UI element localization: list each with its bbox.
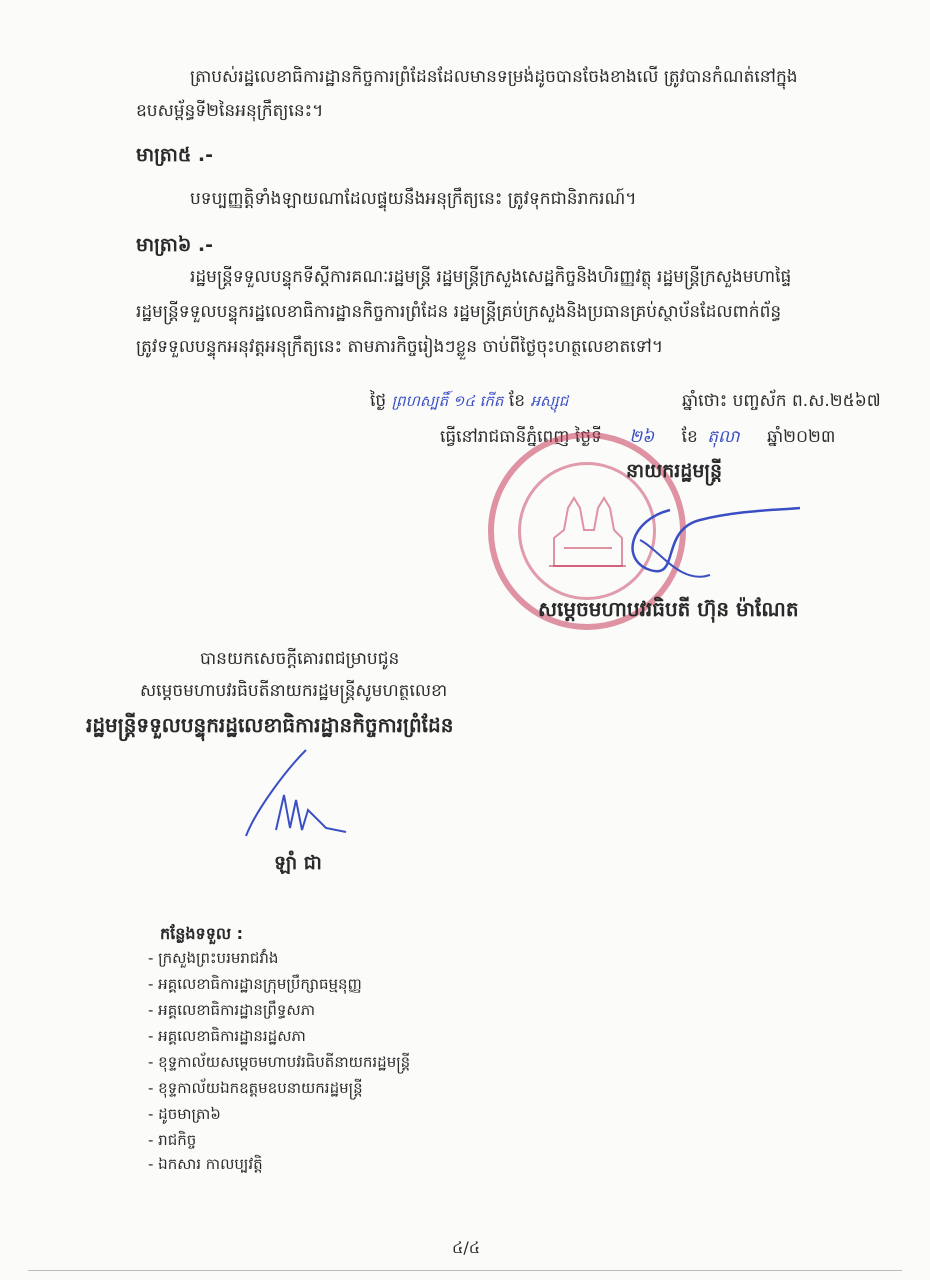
body-line-2: ឧបសម្ព័ន្ធទី២នៃអនុក្រឹត្យនេះ។ xyxy=(136,101,324,121)
signatory-title: នាយករដ្ឋមន្ត្រី xyxy=(626,460,723,482)
submission-line-2: សម្តេចមហាបវរធិបតីនាយករដ្ឋមន្ត្រីសូមហត្ថលេខា xyxy=(140,681,448,701)
recipient-item: - ខុទ្ទកាល័យឯកឧត្តមឧបនាយករដ្ឋមន្ត្រី xyxy=(148,1079,363,1097)
day-handwritten: ២៦ xyxy=(629,427,655,447)
recipient-item: - អគ្គលេខាធិការដ្ឋានព្រឹទ្ធសភា xyxy=(148,1001,315,1019)
lunar-month-label: ខែ xyxy=(508,391,526,411)
recipient-item: - អគ្គលេខាធិការដ្ឋានរដ្ឋសភា xyxy=(148,1027,306,1045)
minister-title: រដ្ឋមន្ត្រីទទួលបន្ទុករដ្ឋលេខាធិការដ្ឋានកិច្ចការព្រំដែន xyxy=(86,713,454,737)
year: ឆ្នាំ២០២៣ xyxy=(766,427,836,447)
recipients-heading: កន្លែងទទួល : xyxy=(160,924,244,943)
minister-name: ឡាំ ជា xyxy=(274,852,322,874)
article-5-heading: មាត្រា៥ .- xyxy=(136,144,214,166)
lunar-day-handwritten: ព្រហស្បតិ៍ ១៤ កើត xyxy=(391,392,504,410)
lunar-year: ឆ្នាំថោះ បញ្ចស័ក ព.ស.២៥៦៧ xyxy=(682,391,881,411)
footer-divider xyxy=(28,1270,902,1271)
article-6-heading: មាត្រា៦ .- xyxy=(136,234,214,256)
place-prefix: ធ្វើនៅរាជធានីភ្នំពេញ ថ្ងៃទី xyxy=(440,427,602,447)
month-label: ខែ xyxy=(681,427,698,447)
lunar-date-line xyxy=(370,386,568,417)
pm-signature-icon xyxy=(600,490,840,600)
article-6-line-3: ត្រូវទទួលបន្ទុកអនុវត្តអនុក្រឹត្យនេះ តាមភារកិច្ចរៀងៗខ្លួន ចាប់ពីថ្ងៃចុះហត្ថលេខាតទៅ។ xyxy=(136,337,664,357)
recipient-item: - ដូចមាត្រា៦ xyxy=(148,1105,221,1123)
recipient-item: - ខុទ្ទកាល័យសម្តេចមហាបវរធិបតីនាយករដ្ឋមន្ត្រី xyxy=(148,1053,411,1071)
recipient-item: - អគ្គលេខាធិការដ្ឋានក្រុមប្រឹក្សាធម្មនុញ្ញ xyxy=(148,975,362,993)
article-5-text: បទប្បញ្ញត្តិទាំងឡាយណាដែលផ្ទុយនឹងអនុក្រឹត្យនេះ ត្រូវទុកជានិរាករណ៍។ xyxy=(190,189,637,209)
recipient-item: - ក្រសួងព្រះបរមរាជវាំង xyxy=(148,949,279,967)
body-line-1: ត្រាបស់រដ្ឋលេខាធិការដ្ឋានកិច្ចការព្រំដែនដែលមានទម្រង់ដូចបានចែងខាងលើ ត្រូវបានកំណត់នៅក្នុង xyxy=(190,67,798,87)
minister-signature-icon xyxy=(236,740,376,850)
lunar-prefix: ថ្ងៃ xyxy=(370,391,387,411)
recipient-item: - ឯកសារ កាលប្បវត្តិ xyxy=(148,1155,263,1173)
signatory-name: សម្តេចមហាបវរធិបតី ហ៊ុន ម៉ាណែត xyxy=(538,597,799,621)
page-number: ៤/៤ xyxy=(452,1238,481,1257)
submission-line-1: បានយកសេចក្តីគោរពជម្រាបជូន xyxy=(200,649,400,669)
article-6-line-2: រដ្ឋមន្ត្រីទទួលបន្ទុករដ្ឋលេខាធិការដ្ឋានកិច្ចការព្រំដែន រដ្ឋមន្ត្រីគ្រប់ក្រសួងនិងប្រធានគ្រប់ស្ថាប័នដែលពាក់ព័ន្ធ xyxy=(136,302,782,322)
recipient-item: - រាជកិច្ច xyxy=(148,1131,197,1149)
article-6-line-1: រដ្ឋមន្ត្រីទទួលបន្ទុកទីស្តីការគណៈរដ្ឋមន្ត្រី រដ្ឋមន្ត្រីក្រសួងសេដ្ឋកិច្ចនិងហិរញ្ញវត្ថុ រដ្ឋមន្ត្រីក្រសួងមហាផ្ទៃ xyxy=(190,267,792,287)
lunar-month-handwritten: អស្សុជ xyxy=(530,392,569,410)
month-handwritten: តុលា xyxy=(707,427,740,447)
